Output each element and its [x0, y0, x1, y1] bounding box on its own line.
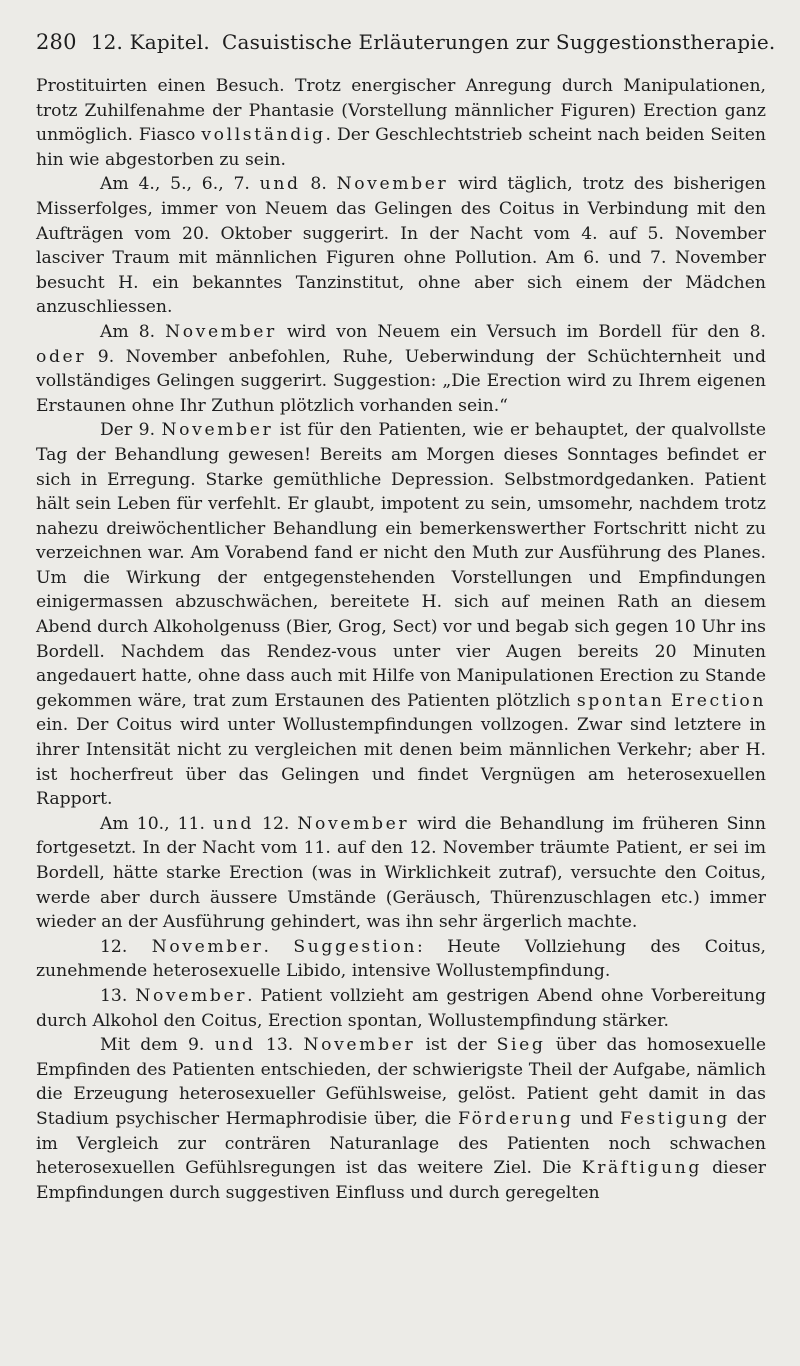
spaced-emphasis: November [161, 420, 274, 441]
chapter-title: Casuistische Erläuterungen zur Suggestionstherapie. [221, 30, 776, 54]
text-run: der im Vergleich zur conträren Naturanlage des Patienten noch schwachen heterosexuellen Gefühlsregungen ist das weitere Ziel. Die [36, 1108, 766, 1179]
spaced-emphasis: Förderung [458, 1108, 574, 1129]
paragraph [36, 812, 766, 935]
paragraph [36, 74, 766, 172]
text-run: 13. [255, 1035, 304, 1056]
text-run: wird täglich, trotz des bisherigen Misserfolges, immer von Neuem das Gelingen des Coitus in Verbindung mit den Aufträgen vom 20. Oktober suggerirt. In der Nacht vom 4. auf 5. November lasciver Traum mit männlichen Figuren ohne Pollution. Am 6. und 7. November besucht H. ein bekanntes Tanzinstitut, ohne aber sich einem der Mädchen anzuschliessen. [36, 174, 766, 318]
text-run: über das homosexuelle Empfinden des Patienten entschieden, der schwierigste Theil der Aufgabe, nämlich die Erzeugung heterosexueller Gefühlsweise, gelöst. Patient geht damit in das Stadium psychischer Hermaphrodisie über, die [36, 1035, 767, 1129]
spaced-emphasis: November [297, 813, 410, 834]
paragraph [36, 935, 766, 984]
text-run: ist für den Patienten, wie er behauptet, der qualvollste Tag der Behandlung gewesen! Bereits am Morgen dieses Sonntages befindet er sich in Erregung. Starke gemüthliche Depression. Selbstmordgedanken. Patient hält sein Leben für verfehlt. Er glaubt, impotent zu sein, umsomehr, nachdem trotz nahezu dreiwöchentlicher Behandlung ein bemerkenswerther Fortschritt nicht zu verzeichnen war. Am Vorabend fand er nicht den Muth zur Ausführung des Planes. Um die Wirkung der entgegenstehenden Vorstellungen und Empfindungen einigermassen abzuschwächen, bereitete H. sich auf meinen Rath an diesem Abend durch Alkoholgenuss (Bier, Grog, Sect) vor und begab sich gegen 10 Uhr ins Bordell. Nachdem das Rendez-vous unter vier Augen bereits 20 Minuten angedauert hatte, ohne dass auch mit Hilfe von Manipulationen Erection zu Stande gekommen wäre, trat zum Erstaunen des Patienten plötzlich [36, 420, 767, 711]
text-run: wird die Behandlung im früheren Sinn fortgesetzt. In der Nacht vom 11. auf den 12. November träumte Patient, er sei im Bordell, hätte starke Erection (was in Wirklichkeit zutraf), versuchte den Coitus, werde aber durch äussere Umstände (Geräusch, Thürenzuschlagen etc.) immer wieder an der Ausführung gehindert, was ihn sehr ärgerlich machte. [36, 813, 766, 933]
paragraph [36, 172, 766, 320]
spaced-emphasis: November [151, 936, 264, 957]
text-run: wird von Neuem ein Versuch im Bordell für den 8. [276, 321, 766, 342]
spaced-emphasis: November [336, 174, 449, 195]
text-run: Der 9. [100, 420, 162, 441]
spaced-emphasis: Erection [670, 690, 767, 711]
spaced-emphasis: Suggestion [293, 936, 417, 957]
spaced-emphasis: Kräftigung [581, 1158, 702, 1179]
text-run: . Patient vollzieht am gestrigen Abend ohne Vorbereitung durch Alkohol den Coitus, Erection spontan, Wollustempfindung stärker. [36, 985, 766, 1031]
paragraph [36, 320, 766, 418]
paragraph [36, 984, 766, 1033]
text-run: dieser Empfindungen durch suggestiven Einfluss und durch geregelten [36, 1158, 766, 1203]
text-run: 8. [300, 174, 337, 195]
spaced-emphasis: oder [36, 346, 87, 367]
text-run: . Der Geschlechtstrieb scheint nach beiden Seiten hin wie abgestorben zu sein. [36, 125, 766, 170]
spaced-emphasis: und [213, 813, 254, 834]
text-run: Am 8. [100, 321, 166, 342]
text-run: Mit dem 9. [100, 1035, 215, 1056]
text-run: 12. [100, 936, 152, 957]
text-run: . [263, 936, 294, 957]
spaced-emphasis: November [303, 1035, 416, 1056]
text-run: Prostituirten einen Besuch. Trotz energischer Anregung durch Manipulationen, trotz Zuhilfenahme der Phantasie (Vorstellung männlicher Figuren) Erection ganz unmöglich. Fiasco [36, 76, 766, 146]
spaced-emphasis: vollständig [201, 125, 326, 146]
text-run: ein. Der Coitus wird unter Wollustempfindungen vollzogen. Zwar sind letztere in ihrer Intensität nicht zu vergleichen mit denen beim männlichen Verkehr; aber H. ist hocherfreut über das Gelingen und findet Vergnügen am heterosexuellen Rapport. [36, 715, 766, 810]
page-number: 280 [36, 30, 77, 54]
paragraph [36, 418, 766, 812]
text-run: 12. [253, 813, 298, 834]
text-run: 13. [100, 985, 136, 1006]
running-header [36, 30, 776, 54]
spaced-emphasis: November [135, 985, 248, 1006]
text-run: : Heute Vollziehung des Coitus, zunehmende heterosexuelle Libido, intensive Wollustempfindung. [36, 936, 766, 982]
text-run: ist der [415, 1035, 497, 1056]
chapter-number: 12. Kapitel. [90, 30, 210, 54]
paragraph [36, 1033, 766, 1205]
text-run: 9. November anbefohlen, Ruhe, Ueberwindung der Schüchternheit und vollständiges Gelingen suggerirt. Suggestion: „Die Erection wird zu Ihrem eigenen Erstaunen ohne Ihr Zuthun plötzlich vorhanden sein.“ [36, 346, 766, 416]
text-run: und [573, 1108, 620, 1129]
spaced-emphasis: Festigung [619, 1108, 730, 1129]
spaced-emphasis: und [214, 1035, 256, 1056]
spaced-emphasis: Sieg [496, 1035, 546, 1056]
spaced-emphasis: und [259, 174, 301, 195]
text-run: Am 10., 11. [100, 813, 214, 834]
text-run: Am 4., 5., 6., 7. [100, 174, 260, 195]
spaced-emphasis: November [165, 321, 277, 342]
spaced-emphasis: spontan [576, 690, 665, 711]
body-text [36, 74, 766, 1205]
